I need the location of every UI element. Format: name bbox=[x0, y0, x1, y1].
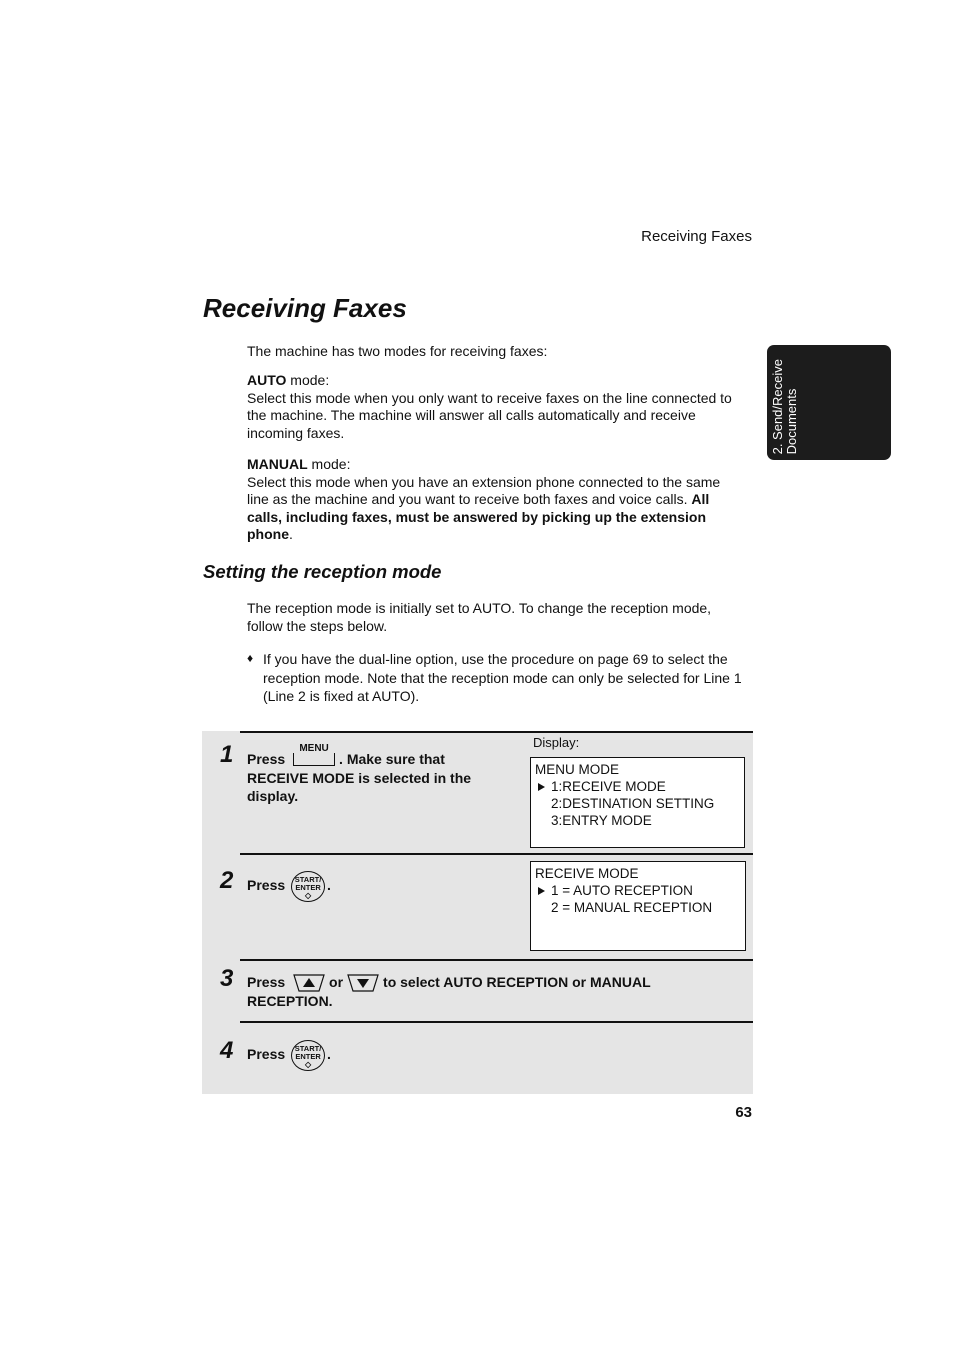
step-4-press: Press bbox=[247, 1046, 286, 1063]
step-3-instruction: to select AUTO RECEPTION or MANUAL RECEPTION. bbox=[247, 974, 651, 1010]
running-header: Receiving Faxes bbox=[641, 228, 752, 245]
auto-mode-section bbox=[247, 372, 742, 442]
step-1-instruction: . Make sure that RECEIVE MODE is selected in the display. bbox=[247, 751, 472, 804]
step-divider bbox=[240, 959, 753, 961]
start-enter-key-icon bbox=[291, 1040, 325, 1071]
step-4-end: . bbox=[327, 1046, 331, 1063]
step-1-press: Press bbox=[247, 751, 286, 767]
step-2-text bbox=[247, 871, 331, 902]
steps-panel bbox=[202, 731, 753, 1094]
auto-mode-suffix: mode: bbox=[286, 372, 330, 388]
manual-mode-emphasis: All calls, including faxes, must be answered by picking up the extension phone bbox=[247, 491, 710, 542]
step-2-number: 2 bbox=[220, 867, 234, 894]
menu-key-icon bbox=[293, 743, 335, 766]
bullet-icon: ♦ bbox=[247, 651, 254, 665]
display-row-text: 1:RECEIVE MODE bbox=[551, 779, 666, 794]
display-row-selected bbox=[531, 778, 744, 795]
down-arrow-key-icon bbox=[347, 974, 379, 992]
selection-arrow-icon bbox=[538, 783, 545, 791]
enter-key-label: ENTER bbox=[295, 1052, 321, 1061]
step-4-text bbox=[247, 1040, 331, 1071]
manual-mode-end: . bbox=[289, 526, 293, 542]
reception-intro: The reception mode is initially set to AUTO. To change the reception mode, follow the steps below. bbox=[247, 600, 712, 634]
display-label: Display: bbox=[533, 735, 580, 750]
step-divider bbox=[240, 1021, 753, 1023]
start-key-label: START/ bbox=[294, 875, 322, 884]
step-3-or: or bbox=[329, 974, 344, 990]
step-2-end: . bbox=[327, 877, 331, 894]
dual-line-note: If you have the dual-line option, use the procedure on page 69 to select the reception mode. Note that the reception mode can only be selected for Line 1 (Line 2 is fixed at AUTO). bbox=[263, 651, 742, 704]
start-key-label: START/ bbox=[294, 1044, 322, 1053]
display-row: 2 = MANUAL RECEPTION bbox=[551, 900, 713, 915]
step-divider bbox=[240, 853, 753, 855]
manual-mode-description: Select this mode when you have an extension phone connected to the same line as the machine and you want to receive both faxes and voice calls. bbox=[247, 473, 721, 507]
menu-key-label: MENU bbox=[299, 743, 329, 754]
up-arrow-key-icon bbox=[293, 974, 325, 992]
page-title: Receiving Faxes bbox=[203, 293, 407, 323]
display-row: 3:ENTRY MODE bbox=[551, 813, 652, 828]
lcd-display-menu-mode bbox=[530, 757, 745, 848]
intro-paragraph: The machine has two modes for receiving faxes: bbox=[247, 343, 548, 359]
step-divider bbox=[240, 731, 753, 733]
start-diamond-icon: ◇ bbox=[304, 891, 312, 900]
display-row-selected bbox=[531, 882, 745, 899]
auto-mode-description: Select this mode when you only want to receive faxes on the line connected to the machine. The machine will answer all calls automatically and receive incoming faxes. bbox=[247, 389, 732, 441]
section-subtitle: Setting the reception mode bbox=[203, 561, 442, 582]
enter-key-label: ENTER bbox=[295, 883, 321, 892]
step-1-text bbox=[247, 743, 492, 806]
chapter-side-tab bbox=[767, 345, 891, 460]
display-row: 2:DESTINATION SETTING bbox=[551, 796, 715, 811]
display-title: RECEIVE MODE bbox=[535, 866, 639, 881]
step-3-press: Press bbox=[247, 974, 286, 990]
manual-mode-name: MANUAL bbox=[247, 456, 308, 472]
step-4-number: 4 bbox=[220, 1037, 234, 1064]
display-row-text: 1 = AUTO RECEPTION bbox=[551, 883, 693, 898]
step-3-text bbox=[247, 973, 717, 1010]
step-3-number: 3 bbox=[220, 965, 234, 992]
selection-arrow-icon bbox=[538, 887, 545, 895]
start-diamond-icon: ◇ bbox=[304, 1060, 312, 1069]
step-1-number: 1 bbox=[220, 741, 234, 768]
page-number: 63 bbox=[735, 1104, 752, 1121]
display-title: MENU MODE bbox=[535, 762, 619, 777]
manual-mode-suffix: mode: bbox=[307, 456, 351, 472]
manual-mode-section bbox=[247, 456, 742, 544]
lcd-display-receive-mode bbox=[530, 861, 746, 951]
auto-mode-name: AUTO bbox=[247, 372, 287, 388]
step-2-press: Press bbox=[247, 877, 286, 894]
chapter-side-tab-label: 2. Send/Receive Documents bbox=[770, 358, 799, 454]
start-enter-key-icon bbox=[291, 871, 325, 902]
